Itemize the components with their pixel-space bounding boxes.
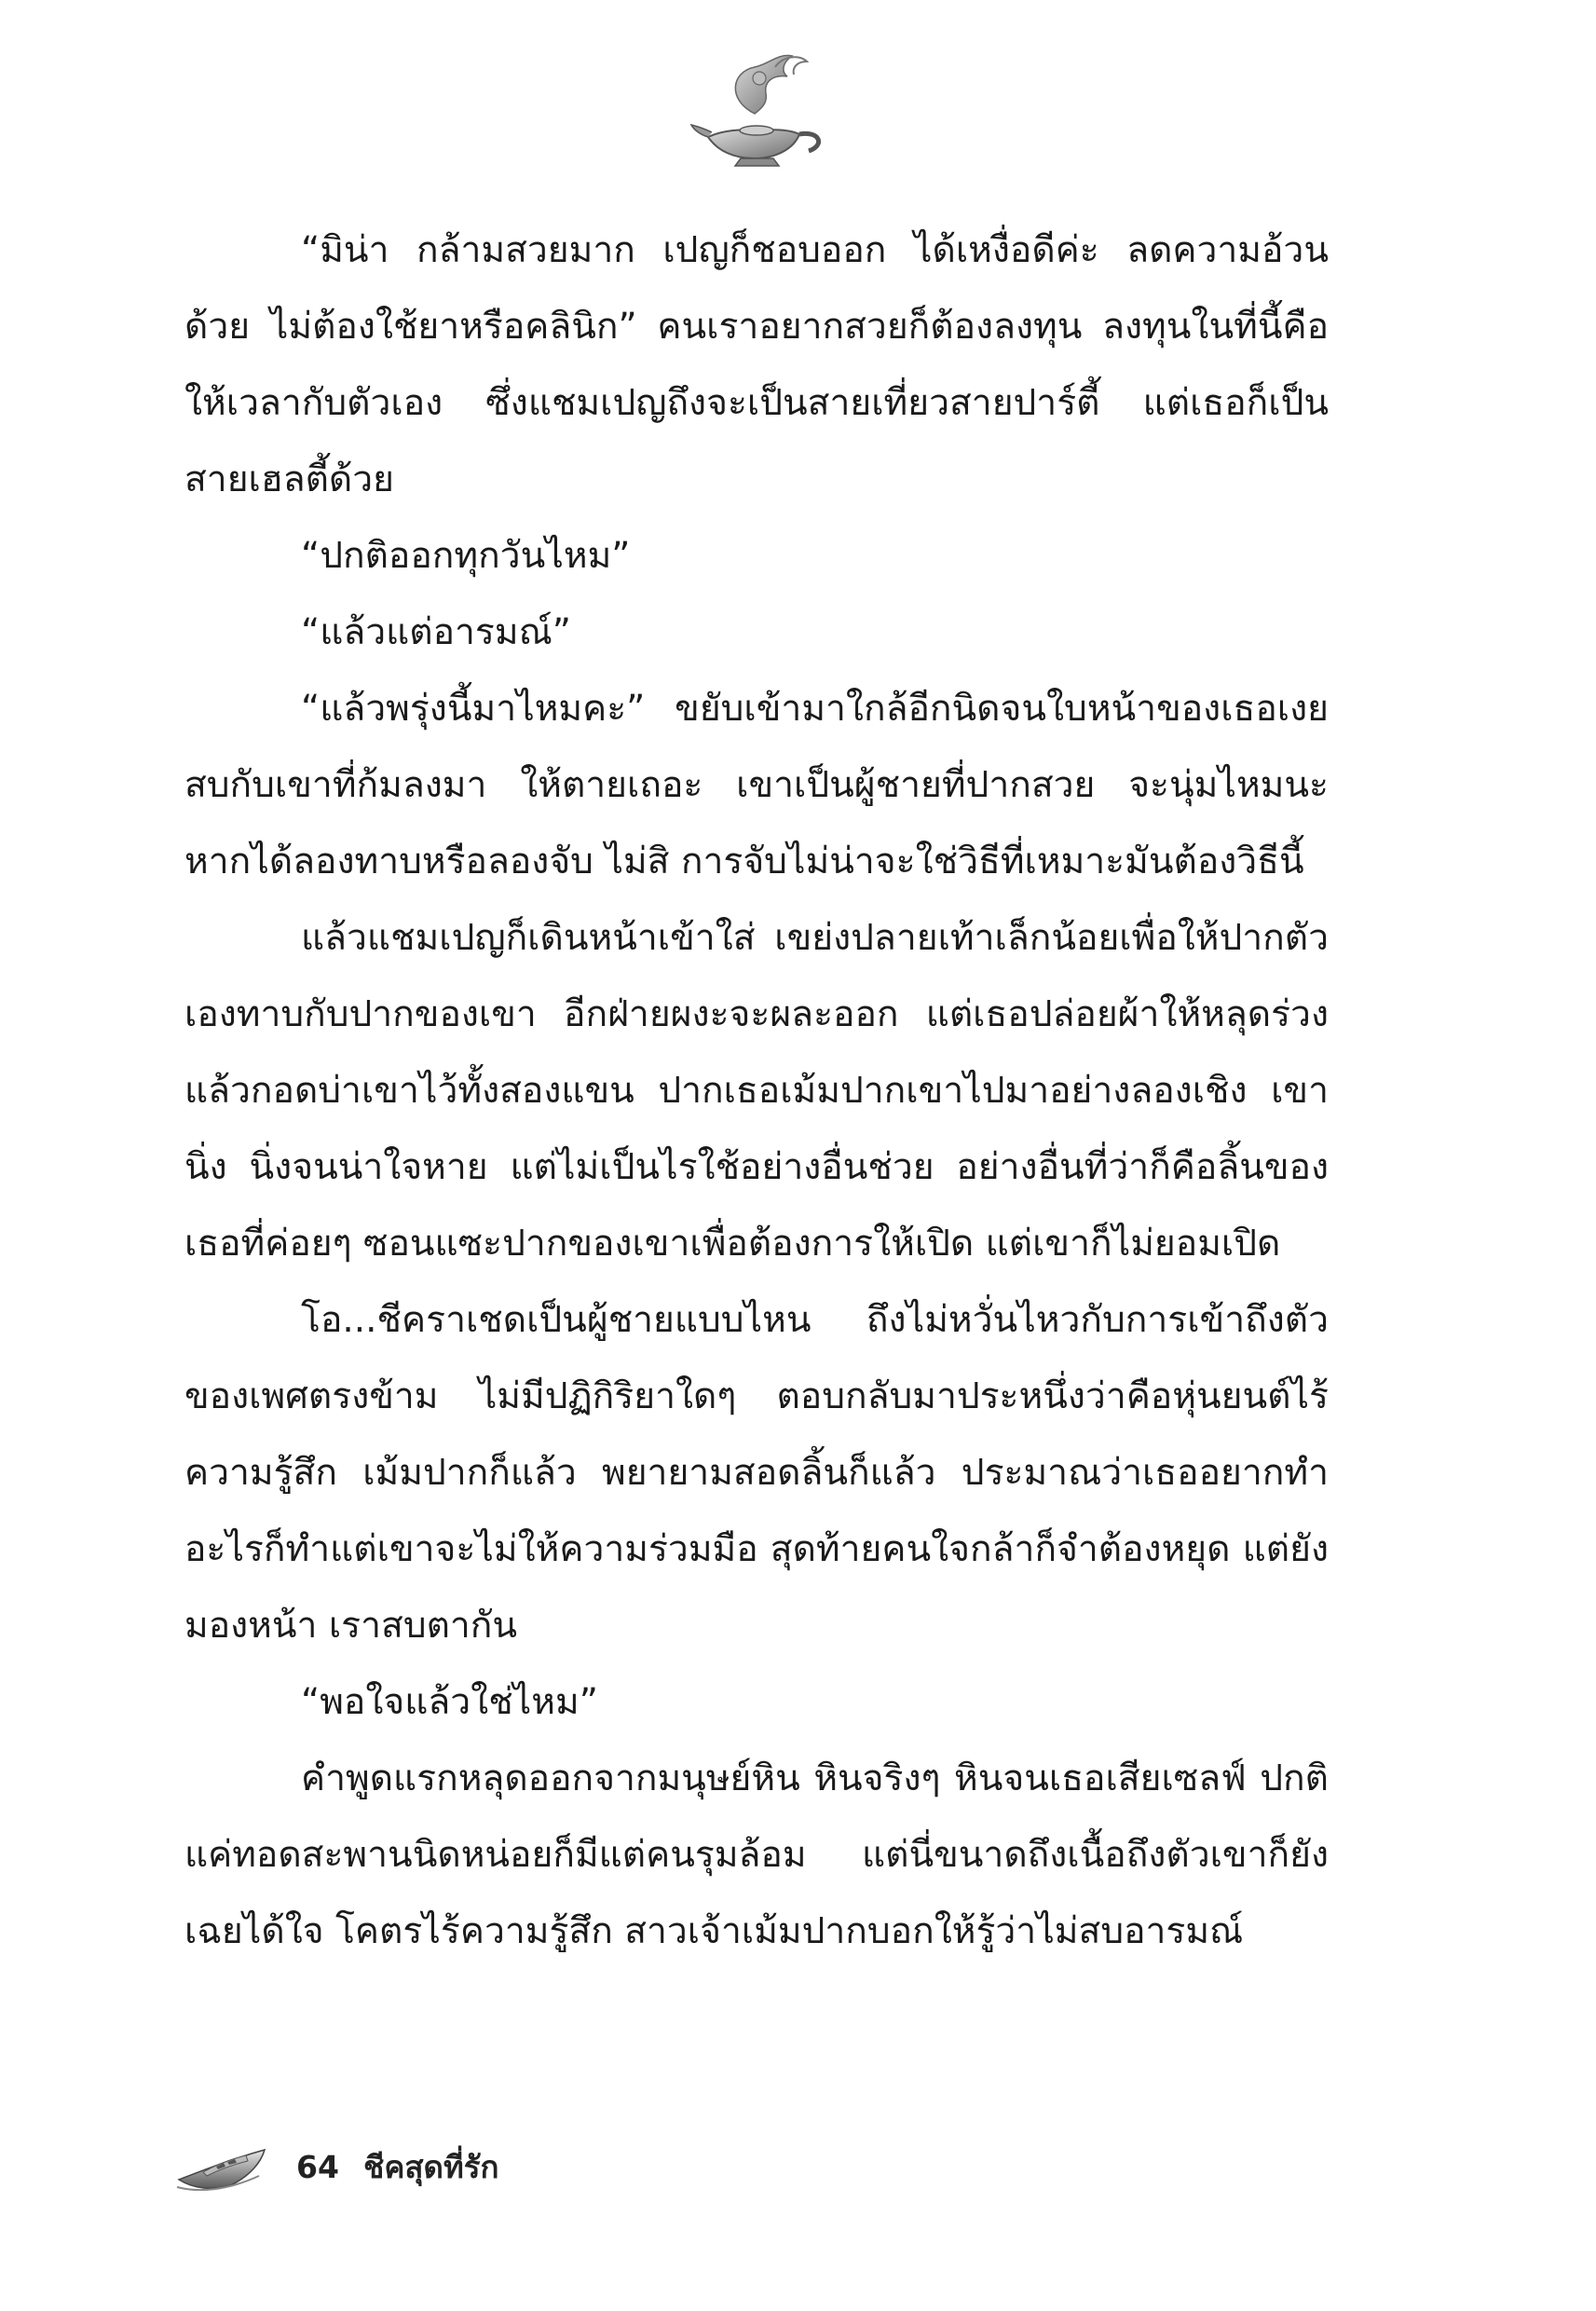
yacht-icon — [175, 2139, 268, 2195]
genie-lamp-icon — [689, 48, 829, 170]
paragraph: “ปกติออกทุกวันไหม” — [301, 535, 631, 577]
paragraph: “แล้วแต่อารมณ์” — [301, 611, 571, 653]
paragraph: “มิน่า กล้ามสวยมาก เปญก็ชอบออก ได้เหงื่อดีค่ะ ลดความอ้วนด้วย ไม่ต้องใช้ยาหรือคลินิก” คนเราอยากสวยก็ต้องลงทุน ลงทุนในที่นี้คือให้เวลากับตัวเอง ซึ่งแชมเปญถึงจะเป็นสายเที่ยวสายปาร์ตี้ แต่เธอก็เป็นสายเฮลตี้ด้วย — [184, 229, 1329, 500]
page-number: 64 — [296, 2148, 339, 2185]
book-title: ชีคสุดที่รัก — [362, 2148, 499, 2185]
paragraph: โอ...ชีคราเชดเป็นผู้ชายแบบไหน ถึงไม่หวั่นไหวกับการเข้าถึงตัวของเพศตรงข้าม ไม่มีปฏิกิริยาใดๆ ตอบกลับมาประหนึ่งว่าคือหุ่นยนต์ไร้ความรู้สึก เม้มปากก็แล้ว พยายามสอดลิ้นก็แล้ว ประมาณว่าเธออยากทำอะไรก็ทำแต่เขาจะไม่ให้ความร่วมมือ สุดท้ายคนใจกล้าก็จำต้องหยุด แต่ยังมองหน้า เราสบตากัน — [184, 1299, 1329, 1647]
paragraph: “พอใจแล้วใช่ไหม” — [301, 1681, 598, 1723]
body-text — [184, 212, 1329, 1970]
page-footer — [175, 2129, 498, 2204]
paragraph: “แล้วพรุ่งนี้มาไหมคะ” ขยับเข้ามาใกล้อีกนิดจนใบหน้าของเธอเงยสบกับเขาที่ก้มลงมา ให้ตายเถอะ เขาเป็นผู้ชายที่ปากสวย จะนุ่มไหมนะหากได้ลองทาบหรือลองจับ ไม่สิ การจับไม่น่าจะใช่วิธีที่เหมาะมันต้องวิธีนี้ — [184, 688, 1329, 882]
paragraph: คำพูดแรกหลุดออกจากมนุษย์หิน หินจริงๆ หินจนเธอเสียเซลฟ์ ปกติแค่ทอดสะพานนิดหน่อยก็มีแต่คนรุมล้อม แต่นี่ขนาดถึงเนื้อถึงตัวเขาก็ยังเฉยได้ใจ โคตรไร้ความรู้สึก สาวเจ้าเม้มปากบอกให้รู้ว่าไม่สบอารมณ์ — [184, 1757, 1329, 1952]
paragraph: แล้วแชมเปญก็เดินหน้าเข้าใส่ เขย่งปลายเท้าเล็กน้อยเพื่อให้ปากตัวเองทาบกับปากของเขา อีกฝ่ายผงะจะผละออก แต่เธอปล่อยผ้าให้หลุดร่วงแล้วกอดบ่าเขาไว้ทั้งสองแขน ปากเธอเม้มปากเขาไปมาอย่างลองเชิง เขานิ่ง นิ่งจนน่าใจหาย แต่ไม่เป็นไรใช้อย่างอื่นช่วย อย่างอื่นที่ว่าก็คือลิ้นของเธอที่ค่อยๆ ซอนแซะปากของเขาเพื่อต้องการให้เปิด แต่เขาก็ไม่ยอมเปิด — [184, 917, 1329, 1265]
